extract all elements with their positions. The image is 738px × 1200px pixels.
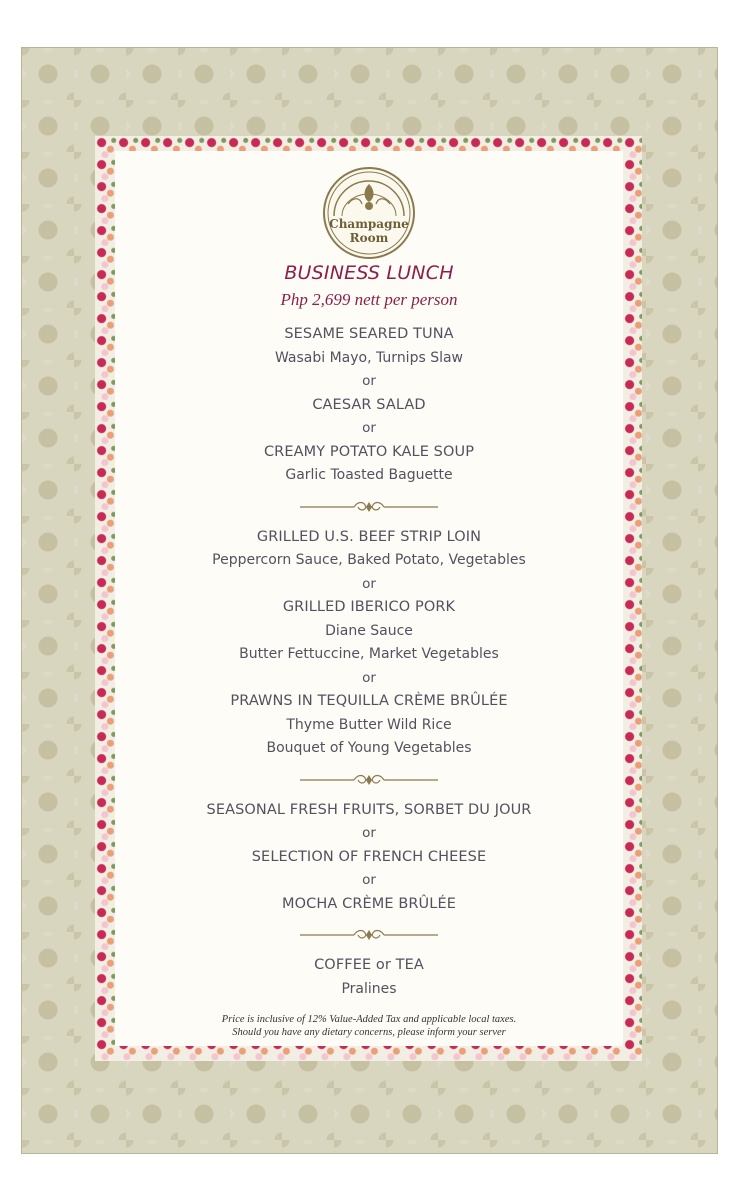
logo-line2: Room [349,231,389,245]
menu-dish: SEASONAL FRESH FRUITS, SORBET DU JOUR [206,801,532,818]
menu-or: or [362,669,376,686]
menu-desc: Bouquet of Young Vegetables [266,740,472,756]
menu-desc: Pralines [341,980,397,997]
menu-dish: COFFEE or TEA [314,957,424,973]
menu-desc: Wasabi Mayo, Turnips Slaw [274,349,464,366]
menu-desc: Peppercorn Sauce, Baked Potato, Vegetables [212,552,526,568]
menu-price: Php 2,699 nett per person [280,290,458,309]
menu-dish: GRILLED IBERICO PORK [282,599,456,615]
menu-dish: MOCHA CRÈME BRÛLÉE [282,895,456,912]
footnote-line1: Price is inclusive of 12% Value-Added Tax and applicable local taxes. [221,1014,517,1025]
menu-or: or [362,373,376,389]
menu-title: BUSINESS LUNCH [284,262,454,284]
menu-or: or [362,872,376,888]
menu-dish: PRAWNS IN TEQUILLA CRÈME BRÛLÉE [230,693,508,709]
menu-or: or [362,825,376,841]
menu-dish: GRILLED U.S. BEEF STRIP LOIN [256,528,482,545]
footnote-line2: Should you have any dietary concerns, please inform your server [232,1027,506,1038]
menu-desc: Thyme Butter Wild Rice [286,716,452,733]
menu-or: or [362,575,376,592]
menu-dish: SELECTION OF FRENCH CHEESE [251,848,487,865]
ornament-divider-icon [115,761,623,799]
menu-dish: CAESAR SALAD [312,396,426,413]
ornament-divider-icon [115,916,623,954]
menu-desc: Butter Fettuccine, Market Vegetables [239,646,499,662]
footnote [115,1013,623,1039]
menu-dish: CREAMY POTATO KALE SOUP [263,443,475,460]
menu-dish: SESAME SEARED TUNA [284,326,454,342]
menu-or: or [362,420,376,436]
menu-desc: Diane Sauce [325,622,413,639]
menu-body [115,323,623,1001]
logo-line1: Champagne [329,217,409,231]
ornament-divider-icon [115,488,623,526]
menu-desc: Garlic Toasted Baguette [285,467,453,483]
champagne-room-crest-icon [322,166,416,260]
